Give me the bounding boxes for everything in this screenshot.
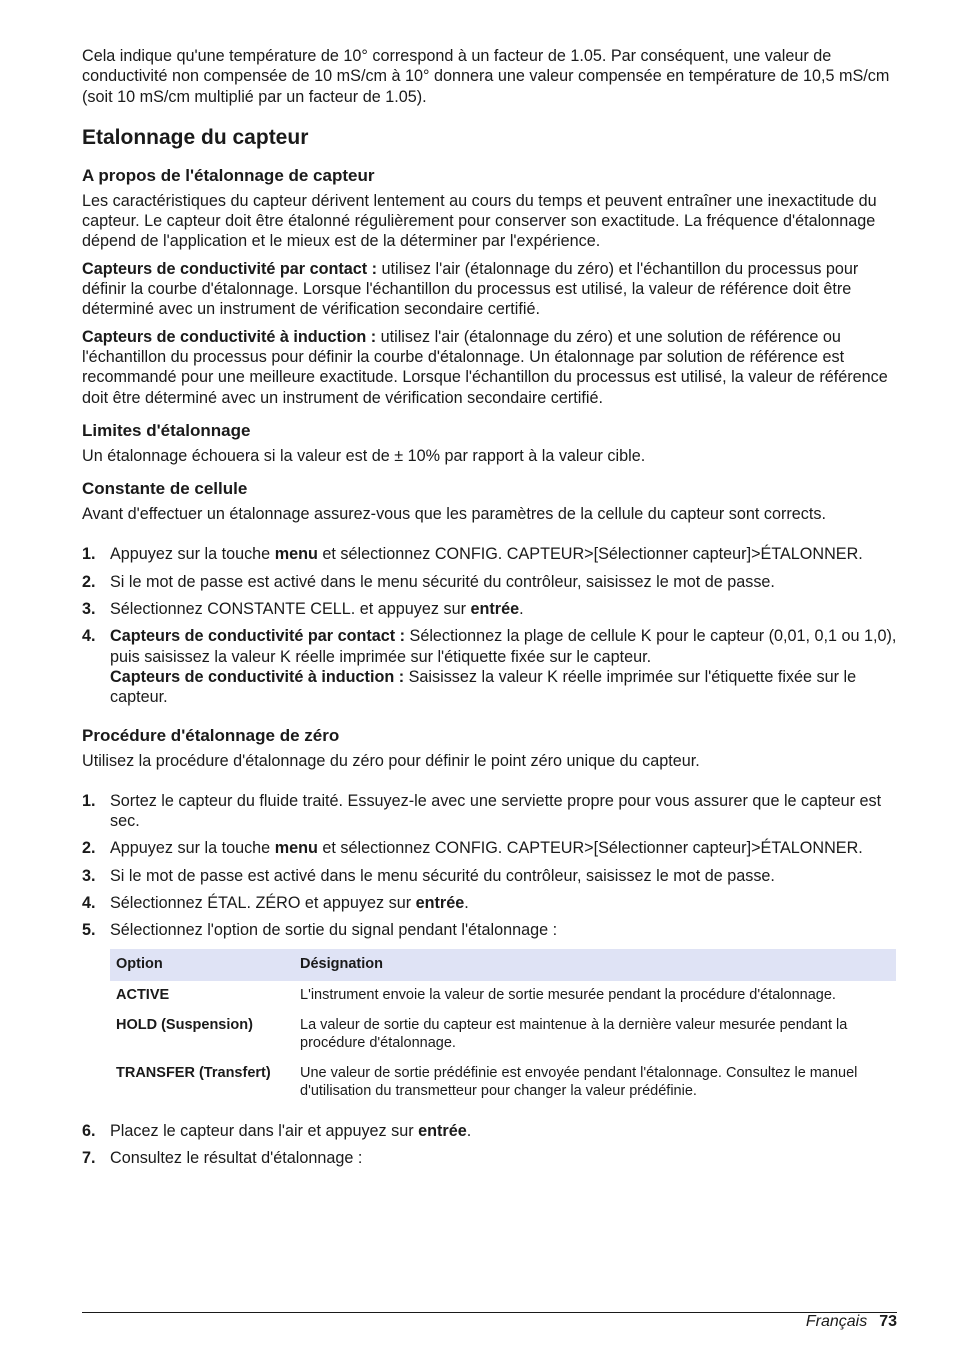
output-options-table bbox=[110, 949, 896, 1107]
limits-heading: Limites d'étalonnage bbox=[82, 420, 251, 440]
zero-procedure-heading: Procédure d'étalonnage de zéro bbox=[82, 725, 340, 745]
section-title: Etalonnage du capteur bbox=[82, 125, 309, 149]
list-item: 1. Appuyez sur la touche menu et sélectionnez CONFIG. CAPTEUR>[Sélectionner capteur]>ÉTALONNER. bbox=[82, 545, 863, 564]
table-row bbox=[110, 1011, 896, 1059]
step-number: 3. bbox=[82, 866, 96, 885]
page-footer bbox=[806, 1312, 897, 1332]
zero-procedure-paragraph: Utilisez la procédure d'étalonnage du zéro pour définir le point zéro unique du capteur. bbox=[82, 751, 700, 770]
about-paragraph: Les caractéristiques du capteur dérivent lentement au cours du temps et peuvent entraîner une inexactitude du capteur. Le capteur doit être étalonné régulièrement pour conserver son exactitude. La fréquence d'étalonnage dépend de l'application et le mieux est de la déterminer par l'expérience. bbox=[82, 191, 877, 251]
list-item: 2. Appuyez sur la touche menu et sélectionnez CONFIG. CAPTEUR>[Sélectionner capteur]>ÉTALONNER. bbox=[82, 839, 863, 858]
step-number: 3. bbox=[82, 600, 96, 619]
step-number: 7. bbox=[82, 1148, 96, 1167]
list-item: 6. Placez le capteur dans l'air et appuyez sur entrée. bbox=[82, 1121, 472, 1140]
table-row bbox=[110, 981, 896, 1011]
step-number: 1. bbox=[82, 791, 96, 810]
option-cell: ACTIVE bbox=[116, 986, 170, 1003]
option-cell: HOLD (Suspension) bbox=[116, 1016, 253, 1033]
list-item: 7. Consultez le résultat d'étalonnage : bbox=[82, 1148, 363, 1167]
contact-sensors-paragraph bbox=[82, 259, 897, 320]
list-item: 4. Sélectionnez ÉTAL. ZÉRO et appuyez sur entrée. bbox=[82, 894, 469, 913]
list-item: 4. Capteurs de conductivité par contact : Sélectionnez la plage de cellule K pour le capteur (0,01, 0,1 ou 1,0), puis saisissez la valeur K réelle imprimée sur l'étiquette fixée sur le capteur. Capteurs de conductivité à induction : Saisissez la valeur K réelle imprimée sur l'étiquette fixée sur le capteur. bbox=[82, 627, 897, 707]
intro-paragraph: Cela indique qu'une température de 10° correspond à un facteur de 1.05. Par conséquent, une valeur de conductivité non compensée de 10 mS/cm à 10° donnera une valeur compensée en température de 10,5 mS/cm (soit 10 mS/cm multiplié par un facteur de 1.05). bbox=[82, 47, 890, 106]
step-number: 6. bbox=[82, 1121, 96, 1140]
step-number: 4. bbox=[82, 894, 96, 913]
enter-key-label: entrée bbox=[418, 1121, 467, 1140]
option-cell: TRANSFER (Transfert) bbox=[116, 1064, 271, 1081]
contact-sensors-label: Capteurs de conductivité par contact : bbox=[82, 259, 378, 278]
menu-key-label: menu bbox=[274, 839, 318, 858]
cell-constant-steps bbox=[82, 544, 897, 707]
enter-key-label: entrée bbox=[470, 600, 520, 619]
induction-sensors-label: Capteurs de conductivité à induction : bbox=[82, 327, 377, 346]
designation-cell: La valeur de sortie du capteur est maintenue à la dernière valeur mesurée pendant la procédure d'étalonnage. bbox=[300, 1016, 848, 1051]
list-item: 3. Sélectionnez CONSTANTE CELL. et appuyez sur entrée. bbox=[82, 600, 524, 619]
document-page bbox=[82, 46, 897, 1175]
about-heading: A propos de l'étalonnage de capteur bbox=[82, 165, 375, 185]
enter-key-label: entrée bbox=[415, 894, 465, 913]
induction-sensors-text: utilisez l'air (étalonnage du zéro) et une solution de référence ou l'échantillon du processus pour définir la courbe d'étalonnage. Un étalonnage par solution de référence est recommandé pour une meilleure exactitude. Lorsque l'échantillon du processus est utilisé, la valeur de référence doit être déterminé avec un instrument de vérification secondaire certifié. bbox=[82, 327, 888, 407]
designation-cell: L'instrument envoie la valeur de sortie mesurée pendant la procédure d'étalonnage. bbox=[300, 986, 836, 1003]
table-header-row bbox=[110, 949, 896, 981]
step-number: 4. bbox=[82, 627, 96, 646]
limits-paragraph: Un étalonnage échouera si la valeur est de ± 10% par rapport à la valeur cible. bbox=[82, 446, 646, 465]
list-item: 1. Sortez le capteur du fluide traité. Essuyez-le avec une serviette propre pour vous assurer que le capteur est sec. bbox=[82, 791, 882, 831]
zero-procedure-steps-continued bbox=[82, 1121, 897, 1169]
induction-sensors-paragraph bbox=[82, 327, 897, 408]
step-number: 2. bbox=[82, 572, 96, 591]
cell-constant-paragraph: Avant d'effectuer un étalonnage assurez-vous que les paramètres de la cellule du capteur sont corrects. bbox=[82, 505, 826, 524]
cell-constant-heading: Constante de cellule bbox=[82, 479, 248, 499]
column-header-option: Option bbox=[110, 949, 294, 981]
page-number: 73 bbox=[879, 1313, 897, 1330]
table-row bbox=[110, 1059, 896, 1107]
list-item: 2. Si le mot de passe est activé dans le menu sécurité du contrôleur, saisissez le mot de passe. bbox=[82, 572, 775, 591]
contact-sensors-text: utilisez l'air (étalonnage du zéro) et l'échantillon du processus pour définir la courbe d'étalonnage. Lorsque l'échantillon du processus est utilisé, la valeur de référence doit être déterminé avec un instrument de vérification secondaire certifié. bbox=[82, 259, 859, 319]
column-header-designation: Désignation bbox=[294, 949, 896, 981]
designation-cell: Une valeur de sortie prédéfinie est envoyée pendant l'étalonnage. Consultez le manuel d'utilisation du transmetteur pour changer la valeur prédéfinie. bbox=[300, 1064, 858, 1099]
step-number: 2. bbox=[82, 839, 96, 858]
footer-divider bbox=[82, 1312, 897, 1313]
step-number: 5. bbox=[82, 921, 96, 940]
menu-key-label: menu bbox=[274, 545, 318, 564]
footer-language: Français bbox=[805, 1313, 868, 1330]
list-item: 3. Si le mot de passe est activé dans le menu sécurité du contrôleur, saisissez le mot de passe. bbox=[82, 866, 775, 885]
list-item: 5. Sélectionnez l'option de sortie du signal pendant l'étalonnage : bbox=[82, 921, 558, 940]
step-number: 1. bbox=[82, 545, 96, 564]
zero-procedure-steps bbox=[82, 791, 897, 941]
